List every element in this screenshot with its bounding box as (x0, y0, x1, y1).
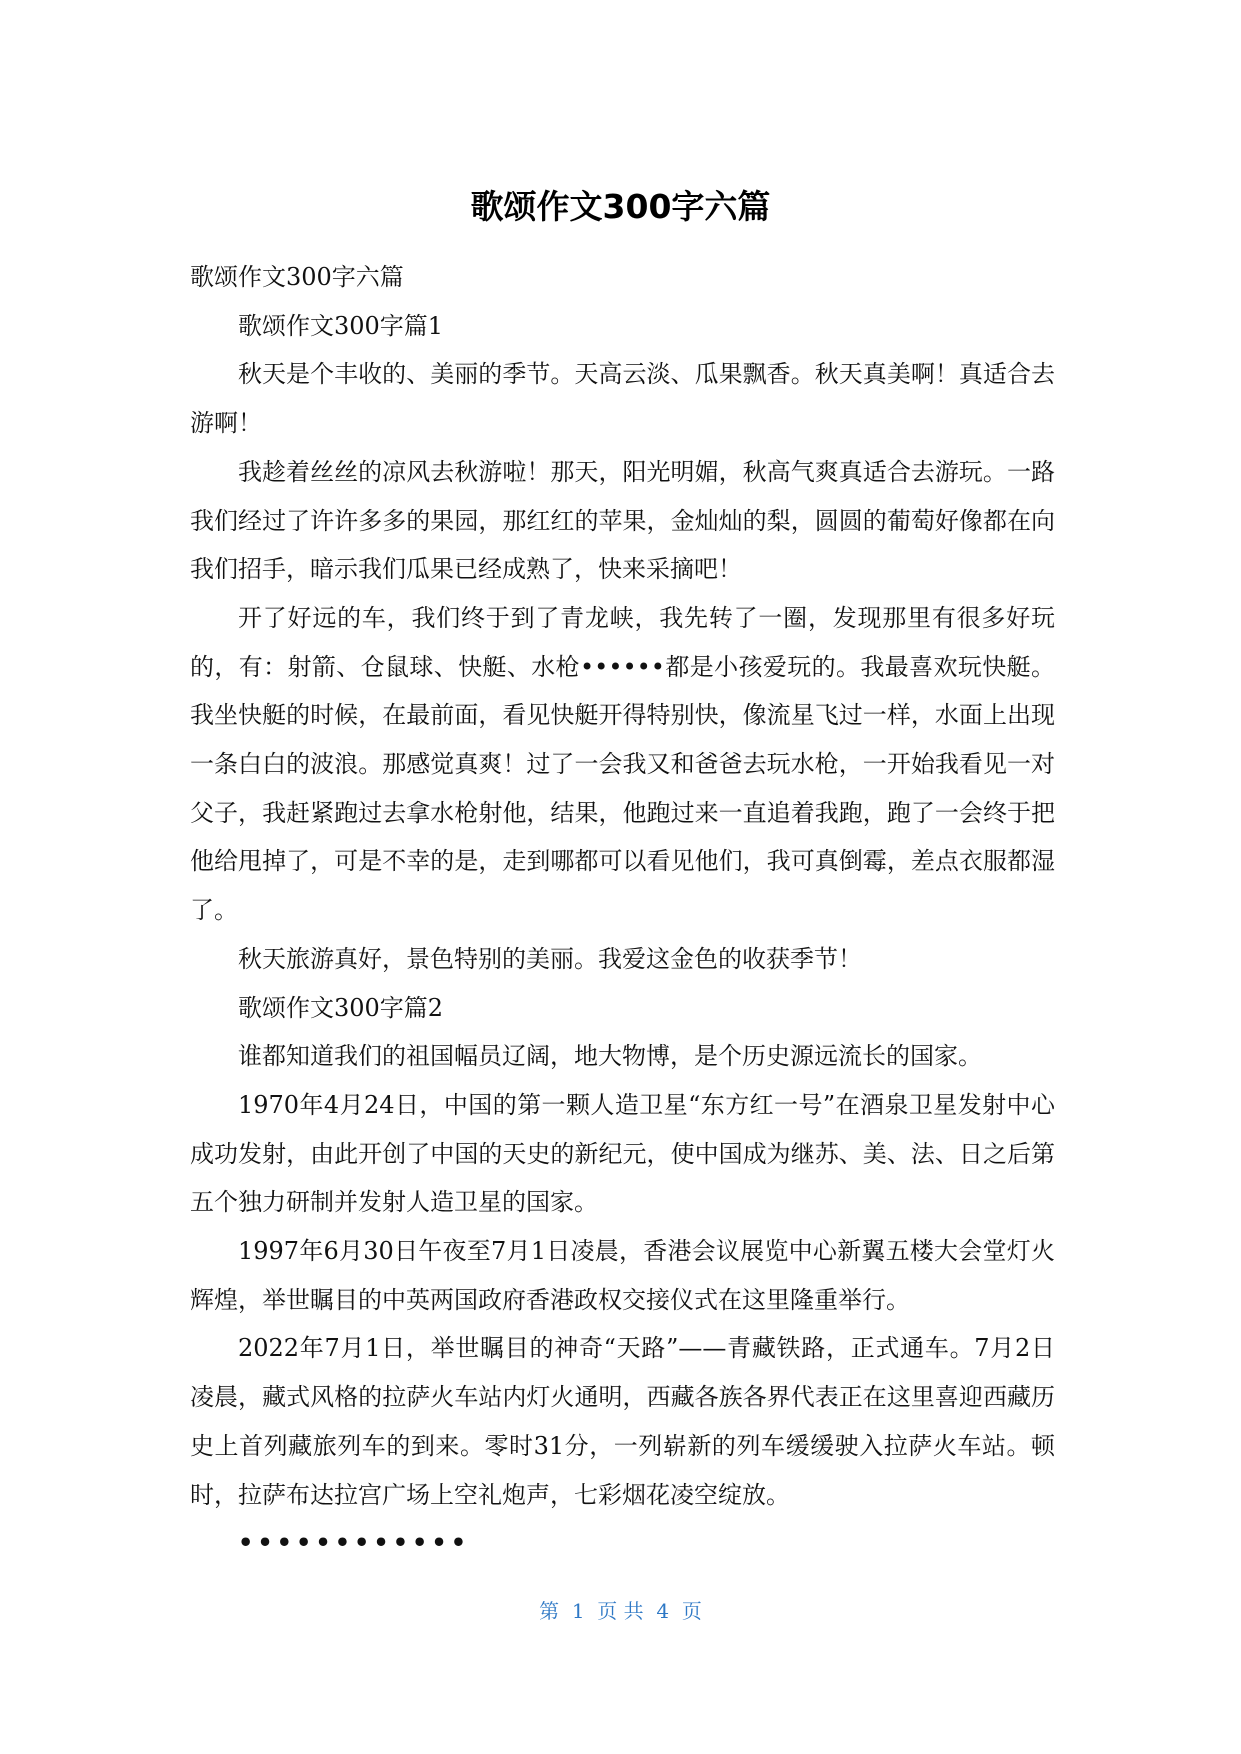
paragraph: 开了好远的车，我们终于到了青龙峡，我先转了一圈，发现那里有很多好玩的，有：射箭、仓鼠球、快艇、水枪••••••都是小孩爱玩的。我最喜欢玩快艇。我坐快艇的时候，在最前面，看见快艇开得特别快，像流星飞过一样，水面上出现一条白白的波浪。那感觉真爽！过了一会我又和爸爸去玩水枪，一开始我看见一对父子，我赶紧跑过去拿水枪射他，结果，他跑过来一直追着我跑，跑了一会终于把他给甩掉了，可是不幸的是，走到哪都可以看见他们，我可真倒霉，差点衣服都湿了。 (190, 603, 1055, 925)
page-number-footer: 第 1 页 共 4 页 (539, 1599, 702, 1623)
paragraph: 1997年6月30日午夜至7月1日凌晨，香港会议展览中心新翼五楼大会堂灯火辉煌，举世瞩目的中英两国政府香港政权交接仪式在这里隆重举行。 (190, 1237, 1055, 1314)
document-body (190, 253, 1055, 1568)
paragraph: 谁都知道我们的祖国幅员辽阔，地大物博，是个历史源远流长的国家。 (238, 1042, 982, 1071)
document-title: 歌颂作文300字六篇 (470, 187, 771, 226)
paragraph: 歌颂作文300字六篇 (190, 263, 404, 291)
paragraph: 1970年4月24日，中国的第一颗人造卫星“东方红一号”在酒泉卫星发射中心成功发射，由此开创了中国的天史的新纪元，使中国成为继苏、美、法、日之后第五个独力研制并发射人造卫星的国家。 (190, 1090, 1055, 1217)
section-heading: 歌颂作文300字篇1 (238, 311, 444, 340)
section-heading: 歌颂作文300字篇2 (238, 993, 444, 1022)
paragraph: 2022年7月1日，举世瞩目的神奇“天路”——青藏铁路，正式通车。7月2日凌晨，藏式风格的拉萨火车站内灯火通明，西藏各族各界代表正在这里喜迎西藏历史上首列藏旅列车的到来。零时31分，一列崭新的列车缓缓驶入拉萨火车站。顿时，拉萨布达拉宫广场上空礼炮声，七彩烟花凌空绽放。 (190, 1334, 1055, 1509)
paragraph: 秋天是个丰收的、美丽的季节。天高云淡、瓜果飘香。秋天真美啊！真适合去游啊！ (190, 360, 1055, 438)
ellipsis-line: •••••••••••• (238, 1528, 471, 1558)
paragraph: 秋天旅游真好，景色特别的美丽。我爱这金色的收获季节！ (238, 944, 862, 973)
paragraph: 我趁着丝丝的凉风去秋游啦！那天，阳光明媚，秋高气爽真适合去游玩。一路我们经过了许许多多的果园，那红红的苹果，金灿灿的梨，圆圆的葡萄好像都在向我们招手，暗示我们瓜果已经成熟了，快来采摘吧！ (190, 457, 1055, 584)
